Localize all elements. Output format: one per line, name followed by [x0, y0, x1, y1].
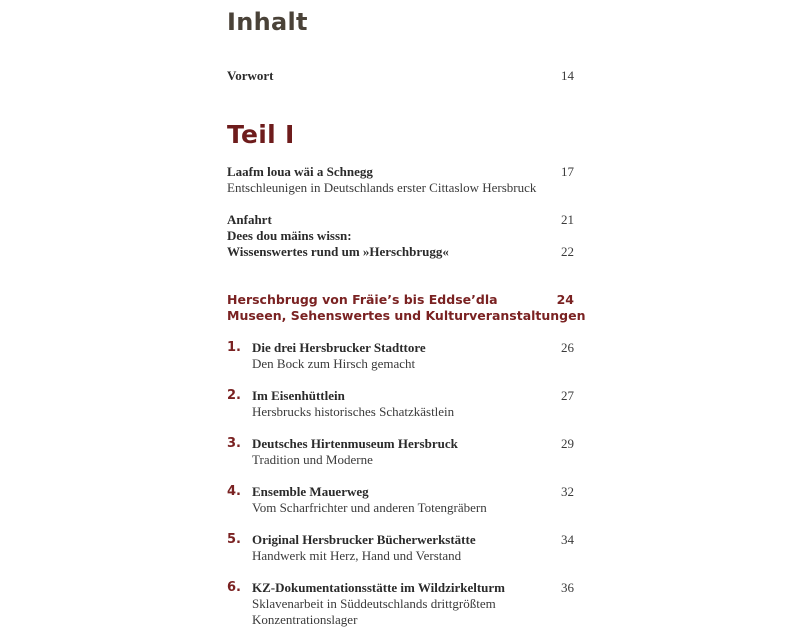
toc-entry-number: 3. — [227, 436, 241, 451]
toc-entry-page: 26 — [561, 340, 574, 355]
section-subtitle: Museen, Sehenswertes und Kulturveranstaltungen — [227, 308, 586, 323]
toc-entry-page: 22 — [561, 244, 574, 259]
toc-entry-number: 6. — [227, 580, 241, 595]
toc-entry-vorwort-title: Vorwort — [227, 68, 274, 83]
toc-heading: Inhalt — [227, 8, 308, 36]
part-title: Teil I — [227, 120, 295, 149]
section-page: 24 — [556, 292, 574, 307]
toc-entry-title: Anfahrt — [227, 212, 272, 227]
toc-entry-number: 4. — [227, 484, 241, 499]
toc-entry-title: Deutsches Hirtenmuseum Hersbruck — [252, 436, 458, 451]
toc-entry-title: Ensemble Mauerweg — [252, 484, 369, 499]
toc-entry-page: 27 — [561, 388, 574, 403]
section-title: Herschbrugg von Fräie’s bis Eddse’dla — [227, 292, 498, 307]
toc-entry-subtitle: Hersbrucks historisches Schatzkästlein — [252, 404, 455, 419]
toc-entry-title: Dees dou mäins wissn: — [227, 228, 352, 243]
toc-entry-subtitle: Vom Scharfrichter und anderen Totengräbern — [252, 500, 487, 515]
toc-entry-page: 21 — [561, 212, 574, 227]
toc-entry-subtitle: Tradition und Moderne — [252, 452, 373, 467]
toc-entry-page: 34 — [561, 532, 574, 547]
toc-entry-number: 1. — [227, 340, 241, 355]
toc-entry-title: Original Hersbrucker Bücherwerkstätte — [252, 532, 476, 547]
toc-entry-page: 29 — [561, 436, 574, 451]
toc-entry-title: KZ-Dokumentationsstätte im Wildzirkelturm — [252, 580, 506, 595]
toc-entry-subtitle: Sklavenarbeit in Süddeutschlands drittgrößtem — [252, 596, 496, 611]
toc-entry-number: 2. — [227, 388, 241, 403]
toc-entry-subtitle: Entschleunigen in Deutschlands erster Cittaslow Hersbruck — [227, 180, 537, 195]
toc-entry-page: 36 — [561, 580, 574, 595]
toc-entry-page: 32 — [561, 484, 574, 499]
toc-entry-title: Im Eisenhüttlein — [252, 388, 345, 403]
toc-entry-page: 17 — [561, 164, 574, 179]
toc-entry-title: Die drei Hersbrucker Stadttore — [252, 340, 426, 355]
toc-entry-number: 5. — [227, 532, 241, 547]
toc-entry-title-continued: Wissenswertes rund um »Herschbrugg« — [227, 244, 449, 259]
toc-entry-title: Laafm loua wäi a Schnegg — [227, 164, 373, 179]
toc-entry-subtitle-continued: Konzentrationslager — [252, 612, 358, 627]
toc-entry-subtitle: Handwerk mit Herz, Hand und Verstand — [252, 548, 462, 563]
toc-entry-vorwort-page: 14 — [561, 68, 574, 83]
toc-entry-subtitle: Den Bock zum Hirsch gemacht — [252, 356, 416, 371]
